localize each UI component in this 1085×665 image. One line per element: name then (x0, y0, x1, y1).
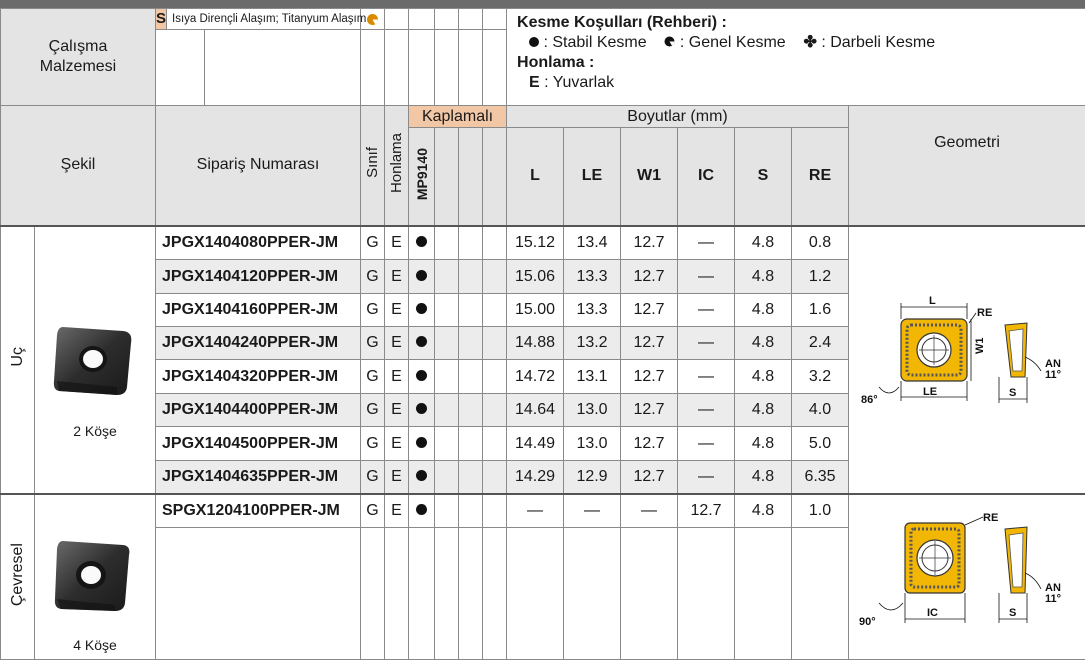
dim-LE: 13.0 (564, 394, 621, 427)
dim-IC: — (678, 226, 735, 260)
dim-LE: — (564, 494, 621, 528)
stock-dot (409, 294, 435, 327)
stable-cut-icon (529, 37, 539, 47)
dim-label-AN: AN (1045, 357, 1061, 370)
insert-2-corner-image (53, 321, 137, 401)
class-value: G (361, 427, 385, 461)
dim-W1: 12.7 (621, 327, 678, 360)
col-header-W1: W1 (621, 128, 678, 226)
dim-L: 15.12 (507, 226, 564, 260)
dim-S: 4.8 (735, 327, 792, 360)
dim-W1: 12.7 (621, 360, 678, 394)
class-value: G (361, 360, 385, 394)
dim-IC: — (678, 461, 735, 494)
impact-cut-label: : Darbeli Kesme (821, 34, 936, 51)
table-row (1, 494, 1085, 528)
dim-LE: 13.3 (564, 260, 621, 294)
corner-count-label: 4 Köşe (73, 636, 117, 653)
honing-title: Honlama : (517, 54, 595, 71)
dim-W1: 12.7 (621, 260, 678, 294)
dim-IC: — (678, 427, 735, 461)
col-header-L: L (507, 128, 564, 226)
dim-L: 14.88 (507, 327, 564, 360)
cutting-title: Kesme Koşulları (Rehberi) : (517, 14, 727, 31)
dim-IC: — (678, 260, 735, 294)
dim-L: 14.72 (507, 360, 564, 394)
stock-dot (409, 494, 435, 528)
class-value: G (361, 260, 385, 294)
honing-header-cell (385, 106, 409, 226)
dim-W1: 12.7 (621, 427, 678, 461)
material-label: Çalışma Malzemesi (39, 38, 117, 75)
stock-dot (409, 427, 435, 461)
dim-RE: 2.4 (792, 327, 849, 360)
stock-dot (409, 226, 435, 260)
honing-value: E (385, 360, 409, 394)
dim-RE: 1.2 (792, 260, 849, 294)
dim-label-W1: W1 (974, 337, 987, 354)
material-description: Isıya Dirençli Alaşım; Titanyum Alaşım (172, 13, 367, 25)
honing-value: E (385, 461, 409, 494)
honing-value: E (385, 394, 409, 427)
dim-label-AN: AN (1045, 581, 1061, 594)
corner-count-label: 2 Köşe (73, 422, 117, 439)
general-cut-label: : Genel Kesme (679, 34, 786, 51)
dim-label-S: S (1009, 386, 1017, 399)
honing-value: E (385, 327, 409, 360)
col-header-IC: IC (678, 128, 735, 226)
dim-LE: 13.4 (564, 226, 621, 260)
table-row (1, 226, 1085, 260)
dim-W1: 12.7 (621, 294, 678, 327)
geometry-cell-jpgx (849, 226, 1085, 494)
stock-dot (409, 394, 435, 427)
class-value: G (361, 394, 385, 427)
insert-4-corner-image (53, 537, 137, 617)
general-cut-legend-icon (664, 36, 675, 47)
class-header: Sınıf (364, 147, 382, 179)
dim-IC: — (678, 360, 735, 394)
stock-dot (409, 360, 435, 394)
dim-S: 4.8 (735, 226, 792, 260)
insert-image-cell (35, 226, 156, 494)
dim-L: 15.00 (507, 294, 564, 327)
order-number-header: Sipariş Numarası (156, 106, 361, 226)
honing-value: E (385, 494, 409, 528)
angle-label: 86° (861, 393, 878, 406)
col-header-S: S (735, 128, 792, 226)
group-label-cell (1, 226, 35, 494)
coated-header: Kaplamalı (409, 106, 507, 128)
dim-S: 4.8 (735, 427, 792, 461)
dim-LE: 13.3 (564, 294, 621, 327)
class-value: G (361, 294, 385, 327)
dim-label-RE: RE (983, 511, 999, 524)
geometry-cell-spgx (849, 494, 1085, 660)
dim-label-RE: RE (977, 306, 993, 319)
dim-label-LE: LE (923, 385, 938, 398)
dim-IC: — (678, 294, 735, 327)
dim-LE: 13.2 (564, 327, 621, 360)
general-cut-icon (366, 13, 379, 26)
col-header-RE: RE (792, 128, 849, 226)
impact-cut-icon: ✤ (803, 34, 817, 51)
order-number[interactable]: SPGX1204100PPER-JM (156, 494, 361, 528)
dim-label-AN-value: 11° (1045, 592, 1062, 605)
jpgx-geometry-diagram (849, 227, 1085, 493)
stock-dot (409, 327, 435, 360)
grade-header-cell (409, 128, 435, 226)
dim-IC: — (678, 327, 735, 360)
order-number[interactable]: JPGX1404080PPER-JM (156, 226, 361, 260)
order-number[interactable]: JPGX1404500PPER-JM (156, 427, 361, 461)
dim-LE: 12.9 (564, 461, 621, 494)
honing-value: E (385, 294, 409, 327)
dim-L: — (507, 494, 564, 528)
dim-RE: 1.0 (792, 494, 849, 528)
cutting-conditions-legend (507, 9, 1085, 106)
order-number[interactable]: JPGX1404120PPER-JM (156, 260, 361, 294)
group-label-cell (1, 494, 35, 660)
dim-W1: 12.7 (621, 394, 678, 427)
order-number[interactable]: JPGX1404635PPER-JM (156, 461, 361, 494)
dim-W1: — (621, 494, 678, 528)
dim-S: 4.8 (735, 461, 792, 494)
honing-value: E (385, 226, 409, 260)
grade-header: MP9140 (413, 147, 430, 200)
dim-W1: 12.7 (621, 226, 678, 260)
dim-L: 15.06 (507, 260, 564, 294)
order-number[interactable]: JPGX1404320PPER-JM (156, 360, 361, 394)
dim-label-L: L (929, 294, 936, 307)
honing-label: : Yuvarlak (544, 74, 615, 91)
dim-LE: 13.0 (564, 427, 621, 461)
stock-dot (409, 260, 435, 294)
dim-L: 14.64 (507, 394, 564, 427)
dim-RE: 6.35 (792, 461, 849, 494)
honing-value: E (385, 427, 409, 461)
angle-label: 90° (859, 615, 876, 628)
honing-header: Honlama (388, 132, 406, 193)
stable-cut-label: : Stabil Kesme (543, 34, 647, 51)
shape-header: Şekil (1, 106, 156, 226)
dim-S: 4.8 (735, 494, 792, 528)
dim-LE: 13.1 (564, 360, 621, 394)
dim-IC: 12.7 (678, 494, 735, 528)
top-bar (0, 0, 1085, 8)
dim-label-S: S (1009, 606, 1017, 619)
material-cell (156, 9, 367, 106)
dim-L: 14.29 (507, 461, 564, 494)
class-value: G (361, 461, 385, 494)
dim-L: 14.49 (507, 427, 564, 461)
dim-RE: 4.0 (792, 394, 849, 427)
order-number[interactable]: JPGX1404240PPER-JM (156, 327, 361, 360)
dim-S: 4.8 (735, 394, 792, 427)
honing-value: E (385, 260, 409, 294)
dim-RE: 3.2 (792, 360, 849, 394)
geometry-header: Geometri (849, 106, 1085, 226)
honing-code: E (529, 74, 540, 91)
order-number[interactable]: JPGX1404400PPER-JM (156, 394, 361, 427)
insert-image-cell (35, 494, 156, 660)
class-header-cell (361, 106, 385, 226)
dim-RE: 1.6 (792, 294, 849, 327)
product-table (0, 8, 1085, 660)
material-label-cell (1, 9, 156, 106)
dimensions-header: Boyutlar (mm) (507, 106, 849, 128)
spgx-geometry-diagram (849, 495, 1085, 661)
dim-RE: 0.8 (792, 226, 849, 260)
dim-label-AN-value: 11° (1045, 368, 1062, 381)
dim-S: 4.8 (735, 360, 792, 394)
dim-RE: 5.0 (792, 427, 849, 461)
dim-S: 4.8 (735, 294, 792, 327)
group-label: Uç (8, 347, 26, 367)
order-number[interactable]: JPGX1404160PPER-JM (156, 294, 361, 327)
class-value: G (361, 327, 385, 360)
class-value: G (361, 494, 385, 528)
stock-dot (409, 461, 435, 494)
group-label: Çevresel (8, 542, 26, 606)
dim-S: 4.8 (735, 260, 792, 294)
col-header-LE: LE (564, 128, 621, 226)
class-value: G (361, 226, 385, 260)
dim-IC: — (678, 394, 735, 427)
dim-W1: 12.7 (621, 461, 678, 494)
material-code-badge: S (156, 10, 167, 27)
dim-label-IC: IC (927, 606, 939, 619)
